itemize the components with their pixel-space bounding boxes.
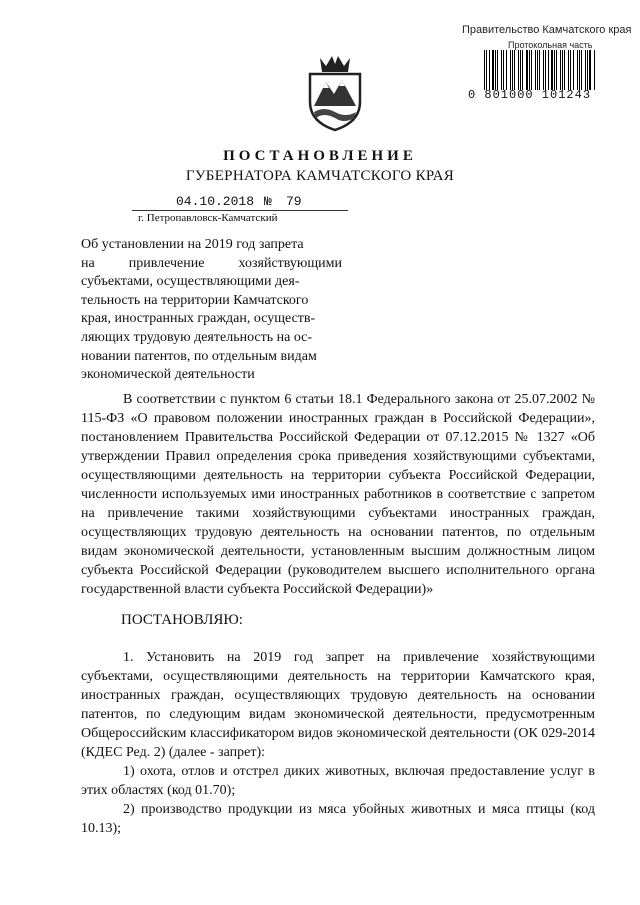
item-1: 1. Установить на 2019 год запрет на привлечение хозяйствующими субъектами, осуществляющими деятельность на территории Камчатского края, иностранных граждан, осуществляющих трудовую деятельность на основании патентов, по следующим видам экономической деятельности, предусмотренным Общероссийским классификатором видов экономической деятельности (ОК 029-2014 (КДЕС Ред. 2) (далее - запрет): bbox=[81, 650, 595, 760]
barcode-bar bbox=[492, 50, 494, 90]
document-type-title: ПОСТАНОВЛЕНИЕ bbox=[223, 148, 417, 164]
subject-line: края, иностранных граждан, осуществ- bbox=[81, 311, 316, 327]
barcode-bar bbox=[486, 50, 487, 90]
barcode-bar bbox=[484, 50, 485, 90]
subject-line: новании патентов, по отдельным видам bbox=[81, 348, 317, 364]
barcode-bar bbox=[554, 50, 555, 90]
barcode-bar bbox=[543, 50, 544, 90]
barcode-bar bbox=[587, 50, 588, 90]
barcode-bar bbox=[531, 50, 532, 90]
barcode-bar bbox=[503, 50, 504, 90]
preamble-text: В соответствии с пунктом 6 статьи 18.1 Федерального закона от 25.07.2002 № 115-ФЗ «О правовом положении иностранных граждан в Российской Федерации», постановлением Правительства Российской Федерации от 07.12.2015 № 1327 «Об утверждении Правил определения срока приведения хозяйствующими субъектами, осуществляющими деятельность на территории субъекта Российской Федерации, численности используемых ими иностранных работников в соответствие с запретом на привлечение такими хозяйствующими субъектами иностранных граждан, осуществляющих трудовую деятельность на основании патентов, по отдельным видам экономической деятельности, установленным высшим должностным лицом субъекта Российской Федерации (руководителем высшего исполнительного органа государственной власти субъекта Российской Федерации)» bbox=[81, 392, 595, 597]
barcode-bar bbox=[560, 50, 561, 90]
subject-line: ляющих трудовую деятельность на ос- bbox=[81, 329, 313, 345]
barcode-bar bbox=[573, 50, 574, 90]
barcode-bar bbox=[570, 50, 572, 90]
barcode-bar bbox=[518, 50, 519, 90]
barcode-bar bbox=[514, 50, 515, 90]
subject-block bbox=[81, 236, 342, 385]
barcode-bar bbox=[564, 50, 565, 90]
subject-line: субъектами, осуществляющими дея- bbox=[81, 274, 300, 290]
barcode-bar bbox=[512, 50, 513, 90]
decree-word: ПОСТАНОВЛЯЮ: bbox=[121, 612, 243, 628]
subitem-2: 2) производство продукции из мяса убойных животных и мяса птицы (код 10.13); bbox=[81, 802, 595, 836]
document-number: 79 bbox=[286, 194, 302, 209]
subitem-1: 1) охота, отлов и отстрел диких животных, включая предоставление услуг в этих областях (код 01.70); bbox=[81, 764, 595, 798]
barcode-bar bbox=[510, 50, 511, 90]
preamble bbox=[81, 390, 595, 599]
barcode bbox=[484, 50, 596, 90]
barcode-bar bbox=[562, 50, 563, 90]
barcode-bar bbox=[579, 50, 580, 90]
barcode-bar bbox=[594, 50, 595, 90]
barcode-bar bbox=[506, 50, 508, 90]
subject-line: тельность на территории Камчатского bbox=[81, 292, 309, 308]
barcode-number: 0 801000 101243 bbox=[468, 88, 592, 102]
barcode-bar bbox=[501, 50, 502, 90]
document-city: г. Петропавловск-Камчатский bbox=[138, 212, 278, 224]
decree-items bbox=[81, 648, 595, 838]
barcode-bar bbox=[568, 50, 569, 90]
issuer-title: ГУБЕРНАТОРА КАМЧАТСКОГО КРАЯ bbox=[185, 168, 455, 184]
barcode-bar bbox=[526, 50, 528, 90]
coat-of-arms-emblem bbox=[306, 52, 364, 132]
barcode-bar bbox=[529, 50, 530, 90]
barcode-bar bbox=[495, 50, 496, 90]
barcode-bar bbox=[585, 50, 586, 90]
document-date: 04.10.2018 bbox=[176, 194, 255, 209]
barcode-bar bbox=[539, 50, 540, 90]
barcode-bar bbox=[581, 50, 582, 90]
barcode-bar bbox=[545, 50, 546, 90]
barcode-bar bbox=[551, 50, 553, 90]
barcode-bar bbox=[520, 50, 521, 90]
subject-line: на привлечение хозяйствующими bbox=[81, 255, 342, 271]
barcode-bar bbox=[497, 50, 498, 90]
stamp-label: Протокольная часть bbox=[508, 40, 593, 50]
date-underline bbox=[132, 210, 348, 211]
barcode-bar bbox=[548, 50, 549, 90]
barcode-bar bbox=[577, 50, 578, 90]
barcode-bar bbox=[537, 50, 538, 90]
barcode-bar bbox=[589, 50, 591, 90]
subject-line: Об установлении на 2019 год запрета bbox=[81, 237, 304, 252]
barcode-bar bbox=[522, 50, 523, 90]
subject-line: экономической деятельности bbox=[81, 367, 255, 383]
barcode-bar bbox=[535, 50, 536, 90]
barcode-bar bbox=[489, 50, 490, 90]
number-sign: № bbox=[264, 194, 272, 209]
barcode-bar bbox=[556, 50, 557, 90]
government-label: Правительство Камчатского края bbox=[462, 24, 632, 36]
